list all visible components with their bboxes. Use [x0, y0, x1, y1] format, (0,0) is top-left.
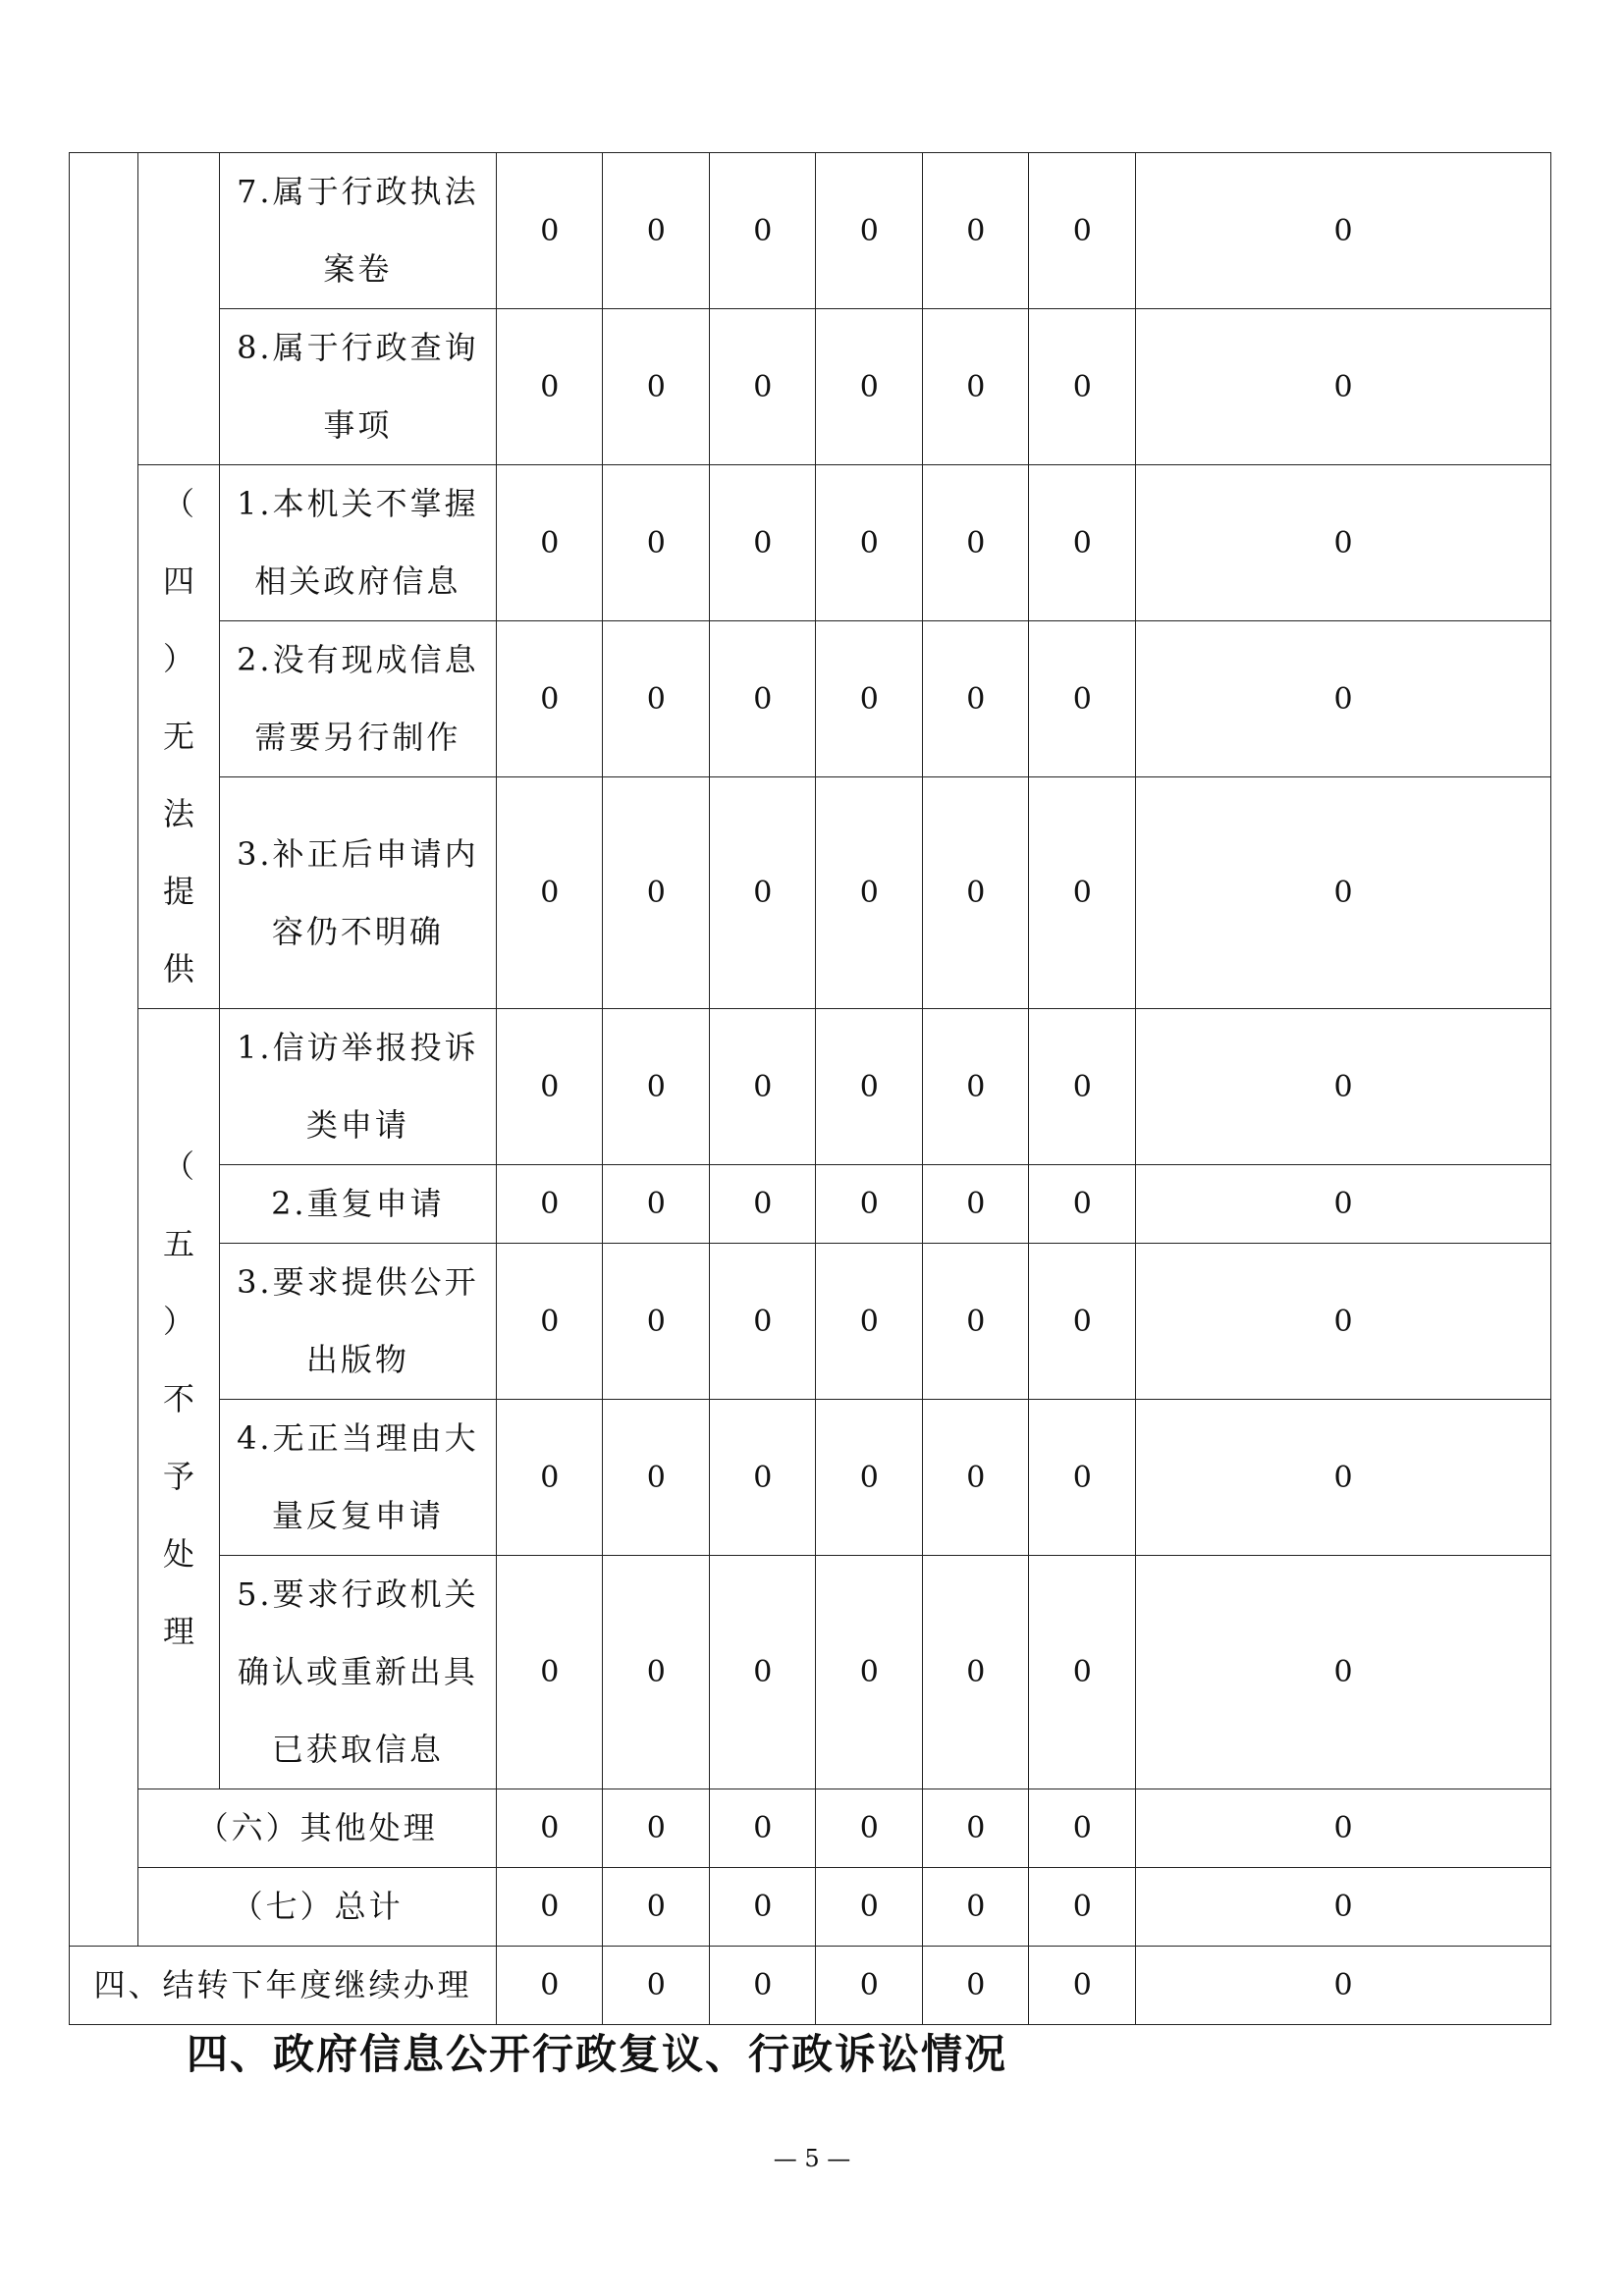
- vertical-char: ）: [162, 640, 194, 677]
- value-cell: 0: [496, 621, 603, 777]
- value-cell: 0: [1135, 153, 1550, 309]
- value-cell: 0: [816, 1165, 923, 1244]
- value-cell: 0: [709, 1244, 816, 1400]
- value-cell: 0: [709, 465, 816, 621]
- table-row: [70, 1244, 1551, 1400]
- statistics-table: [69, 152, 1551, 2025]
- value-cell: 0: [816, 1868, 923, 1947]
- table-row: [70, 465, 1551, 621]
- vertical-char: （: [162, 1147, 194, 1185]
- vertical-char: 予: [162, 1457, 194, 1495]
- vertical-char: （: [162, 485, 194, 522]
- value-cell: 0: [709, 1009, 816, 1165]
- value-cell: 0: [816, 777, 923, 1009]
- vertical-char: 四: [162, 562, 194, 600]
- group-label-5: [138, 1009, 219, 1789]
- value-cell: 0: [1135, 777, 1550, 1009]
- value-cell: 0: [1029, 1556, 1136, 1789]
- vertical-char: ）: [162, 1302, 194, 1340]
- value-cell: 0: [709, 153, 816, 309]
- table-row: [70, 621, 1551, 777]
- vertical-char: 法: [162, 795, 194, 832]
- row-label: 2.重复申请: [219, 1165, 496, 1244]
- page-number: — 5 —: [773, 2145, 851, 2172]
- value-cell: 0: [496, 1400, 603, 1556]
- vertical-char: 无: [162, 718, 194, 755]
- value-cell: 0: [1029, 1947, 1136, 2025]
- value-cell: 0: [816, 1244, 923, 1400]
- value-cell: 0: [709, 1400, 816, 1556]
- value-cell: 0: [816, 1789, 923, 1868]
- value-cell: 0: [603, 621, 710, 777]
- group-label-4: [138, 465, 219, 1009]
- group3-continuation-cell: [138, 153, 219, 465]
- value-cell: 0: [1029, 1009, 1136, 1165]
- value-cell: 0: [1029, 153, 1136, 309]
- table-row: [70, 777, 1551, 1009]
- value-cell: 0: [922, 1244, 1029, 1400]
- vertical-char: 供: [162, 950, 194, 988]
- value-cell: 0: [1029, 777, 1136, 1009]
- value-cell: 0: [603, 1400, 710, 1556]
- value-cell: 0: [496, 1556, 603, 1789]
- row-label: 8.属于行政查询 事项: [219, 309, 496, 465]
- value-cell: 0: [603, 1556, 710, 1789]
- value-cell: 0: [1135, 1868, 1550, 1947]
- value-cell: 0: [603, 1789, 710, 1868]
- table-row: [70, 1868, 1551, 1947]
- row-label: 5.要求行政机关 确认或重新出具 已获取信息: [219, 1556, 496, 1789]
- vertical-char: 提: [162, 873, 194, 910]
- table-row: [70, 153, 1551, 309]
- value-cell: 0: [922, 1556, 1029, 1789]
- value-cell: 0: [816, 309, 923, 465]
- value-cell: 0: [1135, 1789, 1550, 1868]
- vertical-char: 处: [162, 1534, 194, 1573]
- row-label: 1.本机关不掌握 相关政府信息: [219, 465, 496, 621]
- table-row: [70, 1165, 1551, 1244]
- value-cell: 0: [709, 1789, 816, 1868]
- value-cell: 0: [496, 1947, 603, 2025]
- value-cell: 0: [496, 309, 603, 465]
- value-cell: 0: [603, 465, 710, 621]
- value-cell: 0: [922, 1868, 1029, 1947]
- vertical-char: 不: [162, 1379, 194, 1417]
- value-cell: 0: [496, 465, 603, 621]
- value-cell: 0: [1029, 1400, 1136, 1556]
- row-label: 4.无正当理由大 量反复申请: [219, 1400, 496, 1556]
- value-cell: 0: [709, 1556, 816, 1789]
- value-cell: 0: [496, 1009, 603, 1165]
- value-cell: 0: [816, 1947, 923, 2025]
- value-cell: 0: [1029, 1165, 1136, 1244]
- value-cell: 0: [922, 777, 1029, 1009]
- table-row: [70, 1789, 1551, 1868]
- table-body: [70, 153, 1551, 2025]
- value-cell: 0: [1135, 465, 1550, 621]
- vertical-char: 理: [162, 1612, 194, 1650]
- value-cell: 0: [922, 1009, 1029, 1165]
- value-cell: 0: [922, 1789, 1029, 1868]
- value-cell: 0: [603, 777, 710, 1009]
- value-cell: 0: [709, 621, 816, 777]
- value-cell: 0: [1029, 1244, 1136, 1400]
- outer-indent-cell: [70, 153, 138, 1947]
- value-cell: 0: [496, 1244, 603, 1400]
- value-cell: 0: [603, 309, 710, 465]
- table-row: [70, 309, 1551, 465]
- value-cell: 0: [603, 1868, 710, 1947]
- value-cell: 0: [922, 153, 1029, 309]
- value-cell: 0: [1029, 621, 1136, 777]
- value-cell: 0: [816, 153, 923, 309]
- value-cell: 0: [709, 309, 816, 465]
- row-label: 2.没有现成信息 需要另行制作: [219, 621, 496, 777]
- value-cell: 0: [1135, 1400, 1550, 1556]
- value-cell: 0: [1029, 309, 1136, 465]
- value-cell: 0: [922, 465, 1029, 621]
- section-heading: 四、政府信息公开行政复议、行政诉讼情况: [187, 2030, 1008, 2078]
- vertical-char: 五: [162, 1224, 194, 1262]
- value-cell: 0: [496, 1868, 603, 1947]
- row-label: 四、结转下年度继续办理: [70, 1947, 497, 2025]
- value-cell: 0: [922, 621, 1029, 777]
- row-label: （六）其他处理: [138, 1789, 497, 1868]
- value-cell: 0: [1029, 1789, 1136, 1868]
- value-cell: 0: [816, 1400, 923, 1556]
- value-cell: 0: [922, 309, 1029, 465]
- value-cell: 0: [816, 1009, 923, 1165]
- table-row: [70, 1947, 1551, 2025]
- row-label: 1.信访举报投诉 类申请: [219, 1009, 496, 1165]
- value-cell: 0: [1135, 1947, 1550, 2025]
- row-label: （七）总计: [138, 1868, 497, 1947]
- value-cell: 0: [1135, 309, 1550, 465]
- value-cell: 0: [603, 153, 710, 309]
- value-cell: 0: [709, 1947, 816, 2025]
- value-cell: 0: [603, 1947, 710, 2025]
- value-cell: 0: [496, 153, 603, 309]
- value-cell: 0: [1135, 621, 1550, 777]
- value-cell: 0: [1029, 1868, 1136, 1947]
- row-label: 3.要求提供公开 出版物: [219, 1244, 496, 1400]
- value-cell: 0: [816, 621, 923, 777]
- value-cell: 0: [922, 1947, 1029, 2025]
- value-cell: 0: [709, 777, 816, 1009]
- table-row: [70, 1009, 1551, 1165]
- value-cell: 0: [922, 1400, 1029, 1556]
- value-cell: 0: [816, 1556, 923, 1789]
- value-cell: 0: [1135, 1009, 1550, 1165]
- value-cell: 0: [603, 1244, 710, 1400]
- value-cell: 0: [1135, 1165, 1550, 1244]
- value-cell: 0: [1135, 1244, 1550, 1400]
- value-cell: 0: [496, 1789, 603, 1868]
- value-cell: 0: [496, 1165, 603, 1244]
- value-cell: 0: [709, 1165, 816, 1244]
- value-cell: 0: [922, 1165, 1029, 1244]
- value-cell: 0: [1135, 1556, 1550, 1789]
- table-row: [70, 1400, 1551, 1556]
- row-label: 7.属于行政执法 案卷: [219, 153, 496, 309]
- value-cell: 0: [603, 1009, 710, 1165]
- value-cell: 0: [603, 1165, 710, 1244]
- table-row: [70, 1556, 1551, 1789]
- value-cell: 0: [709, 1868, 816, 1947]
- value-cell: 0: [816, 465, 923, 621]
- value-cell: 0: [496, 777, 603, 1009]
- row-label: 3.补正后申请内 容仍不明确: [219, 777, 496, 1009]
- value-cell: 0: [1029, 465, 1136, 621]
